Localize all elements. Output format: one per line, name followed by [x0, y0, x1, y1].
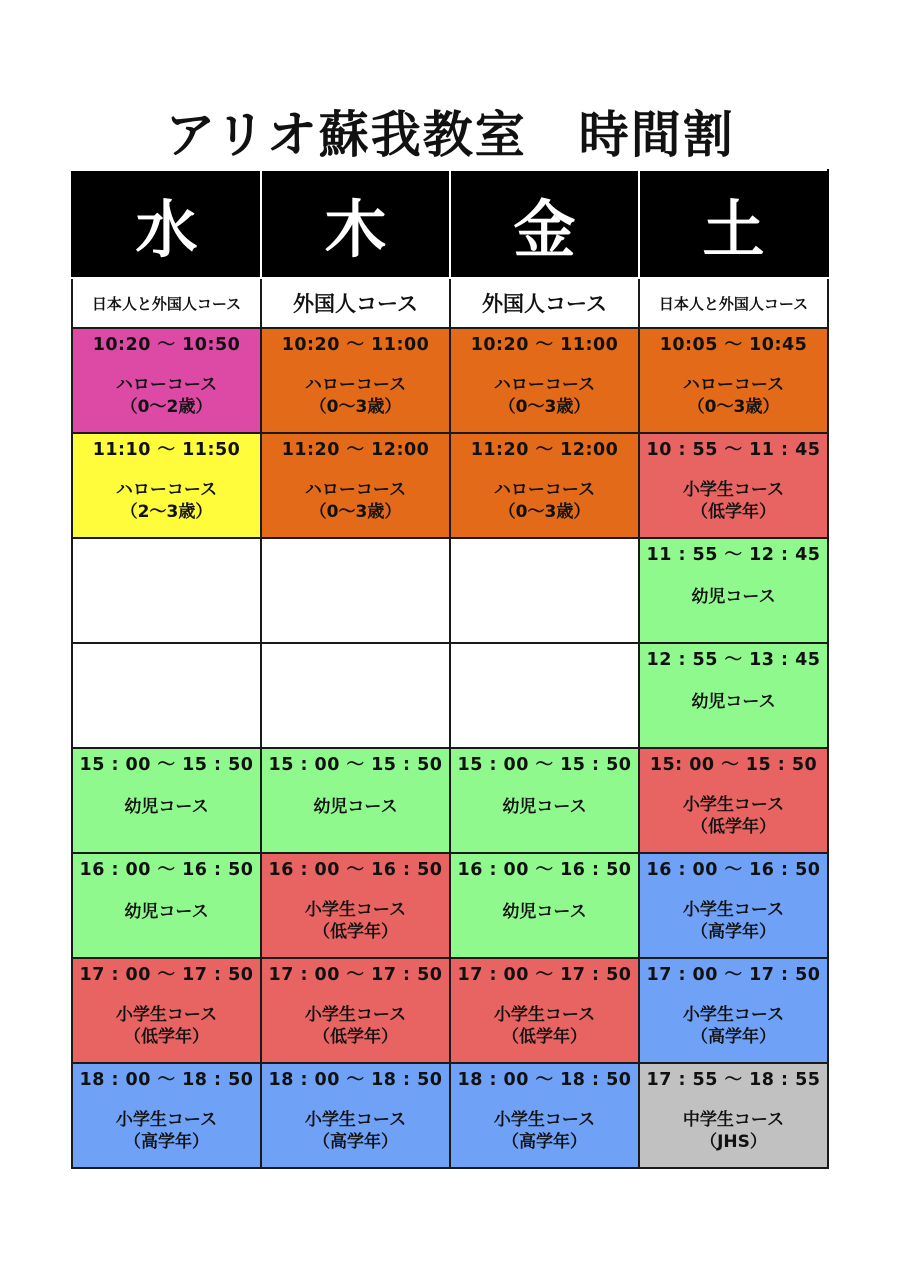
class-slot	[639, 748, 828, 853]
slot-course-name: 小学生コース	[115, 1005, 218, 1025]
slot-time: 10 : 55 ～ 11 : 45	[646, 440, 821, 460]
page-title: アリオ蘇我教室 時間割	[165, 106, 735, 164]
class-slot	[639, 433, 828, 538]
slot-course-age: （0～3歳）	[309, 502, 402, 522]
course-type-saturday: 日本人と外国人コース	[639, 278, 828, 328]
slot-row	[72, 433, 828, 538]
class-slot	[72, 1063, 261, 1168]
slot-course-name: 幼児コース	[124, 797, 209, 817]
slot-row	[72, 538, 828, 643]
slot-row	[72, 328, 828, 433]
slot-time: 15 : 00 ～ 15 : 50	[457, 755, 632, 775]
slot-time: 15 : 00 ～ 15 : 50	[79, 755, 254, 775]
course-type-row	[72, 278, 828, 328]
slot-time: 12 : 55 ～ 13 : 45	[646, 650, 821, 670]
slot-course-name: 小学生コース	[682, 795, 785, 815]
slot-course-name: 幼児コース	[502, 902, 587, 922]
slot-time: 10:20 ～ 11:00	[470, 335, 619, 355]
slot-time: 18 : 00 ～ 18 : 50	[268, 1070, 443, 1090]
class-slot	[72, 433, 261, 538]
slot-course-age: （低学年）	[691, 817, 776, 837]
class-slot	[261, 328, 450, 433]
class-slot	[72, 853, 261, 958]
slot-course-age: （高学年）	[124, 1132, 209, 1152]
slot-course-name: ハローコース	[115, 375, 218, 395]
course-type-wednesday: 日本人と外国人コース	[72, 278, 261, 328]
slot-course-name: 幼児コース	[691, 692, 776, 712]
class-slot	[450, 748, 639, 853]
slot-course-age: （低学年）	[313, 922, 398, 942]
time-slots	[72, 328, 828, 1168]
slot-course-age: （0～3歳）	[309, 397, 402, 417]
slot-course-name: 小学生コース	[682, 900, 785, 920]
slot-course-name: 幼児コース	[124, 902, 209, 922]
slot-course-name: 幼児コース	[502, 797, 587, 817]
slot-course-name: ハローコース	[304, 375, 407, 395]
class-slot	[261, 853, 450, 958]
slot-time: 10:20 ～ 11:00	[281, 335, 430, 355]
class-slot	[450, 538, 639, 643]
class-slot	[639, 958, 828, 1063]
class-slot	[450, 643, 639, 748]
slot-course-age: （0～3歳）	[687, 397, 780, 417]
class-slot	[261, 748, 450, 853]
day-header-wednesday: 水	[72, 170, 261, 278]
class-slot	[639, 328, 828, 433]
slot-row	[72, 853, 828, 958]
class-slot	[639, 643, 828, 748]
slot-time: 11:10 ～ 11:50	[92, 440, 241, 460]
slot-time: 17 : 00 ～ 17 : 50	[646, 965, 821, 985]
slot-course-name: 小学生コース	[493, 1005, 596, 1025]
slot-time: 17 : 00 ～ 17 : 50	[79, 965, 254, 985]
class-slot	[261, 538, 450, 643]
slot-course-age: （2～3歳）	[120, 502, 213, 522]
slot-course-name: ハローコース	[493, 480, 596, 500]
slot-course-name: 小学生コース	[115, 1110, 218, 1130]
slot-course-name: ハローコース	[682, 375, 785, 395]
slot-course-age: （高学年）	[502, 1132, 587, 1152]
slot-course-age: （0～2歳）	[120, 397, 213, 417]
slot-time: 11:20 ～ 12:00	[281, 440, 430, 460]
course-type-friday: 外国人コース	[450, 278, 639, 328]
slot-course-age: （0～3歳）	[498, 502, 591, 522]
class-slot	[72, 958, 261, 1063]
slot-course-name: 小学生コース	[493, 1110, 596, 1130]
slot-course-age: （低学年）	[313, 1027, 398, 1047]
slot-course-name: 幼児コース	[691, 587, 776, 607]
slot-course-name: 小学生コース	[304, 900, 407, 920]
slot-course-name: 小学生コース	[682, 480, 785, 500]
slot-time: 15: 00 ～ 15 : 50	[649, 755, 818, 775]
class-slot	[639, 538, 828, 643]
slot-time: 15 : 00 ～ 15 : 50	[268, 755, 443, 775]
slot-time: 11:20 ～ 12:00	[470, 440, 619, 460]
slot-course-age: （0～3歳）	[498, 397, 591, 417]
slot-time: 18 : 00 ～ 18 : 50	[457, 1070, 632, 1090]
slot-course-age: （高学年）	[691, 1027, 776, 1047]
class-slot	[450, 328, 639, 433]
slot-course-age: （低学年）	[502, 1027, 587, 1047]
class-slot	[639, 853, 828, 958]
slot-time: 10:05 ～ 10:45	[659, 335, 808, 355]
class-slot	[72, 538, 261, 643]
class-slot	[639, 1063, 828, 1168]
class-slot	[261, 1063, 450, 1168]
slot-time: 17 : 00 ～ 17 : 50	[457, 965, 632, 985]
slot-course-name: 小学生コース	[682, 1005, 785, 1025]
class-slot	[450, 433, 639, 538]
class-slot	[261, 643, 450, 748]
class-slot	[261, 958, 450, 1063]
slot-row	[72, 748, 828, 853]
slot-time: 10:20 ～ 10:50	[92, 335, 241, 355]
slot-course-name: 小学生コース	[304, 1110, 407, 1130]
slot-time: 17 : 00 ～ 17 : 50	[268, 965, 443, 985]
slot-course-age: （JHS）	[700, 1132, 767, 1152]
day-header-saturday: 土	[639, 170, 828, 278]
class-slot	[450, 1063, 639, 1168]
slot-course-age: （高学年）	[313, 1132, 398, 1152]
slot-time: 16 : 00 ～ 16 : 50	[457, 860, 632, 880]
day-header-thursday: 木	[261, 170, 450, 278]
slot-time: 18 : 00 ～ 18 : 50	[79, 1070, 254, 1090]
slot-course-name: ハローコース	[115, 480, 218, 500]
slot-course-name: 幼児コース	[313, 797, 398, 817]
slot-course-age: （高学年）	[691, 922, 776, 942]
slot-row	[72, 1063, 828, 1168]
slot-course-name: 小学生コース	[304, 1005, 407, 1025]
slot-course-name: 中学生コース	[682, 1110, 785, 1130]
class-slot	[450, 958, 639, 1063]
slot-row	[72, 958, 828, 1063]
class-slot	[72, 328, 261, 433]
slot-course-age: （低学年）	[124, 1027, 209, 1047]
timetable	[71, 169, 829, 1169]
class-slot	[450, 853, 639, 958]
slot-time: 16 : 00 ～ 16 : 50	[268, 860, 443, 880]
slot-row	[72, 643, 828, 748]
class-slot	[72, 748, 261, 853]
slot-course-age: （低学年）	[691, 502, 776, 522]
class-slot	[72, 643, 261, 748]
day-header-friday: 金	[450, 170, 639, 278]
slot-time: 17 : 55 ～ 18 : 55	[646, 1070, 821, 1090]
slot-time: 16 : 00 ～ 16 : 50	[646, 860, 821, 880]
slot-time: 16 : 00 ～ 16 : 50	[79, 860, 254, 880]
slot-course-name: ハローコース	[304, 480, 407, 500]
slot-time: 11 : 55 ～ 12 : 45	[646, 545, 821, 565]
slot-course-name: ハローコース	[493, 375, 596, 395]
course-type-thursday: 外国人コース	[261, 278, 450, 328]
day-header-row	[72, 170, 828, 278]
class-slot	[261, 433, 450, 538]
